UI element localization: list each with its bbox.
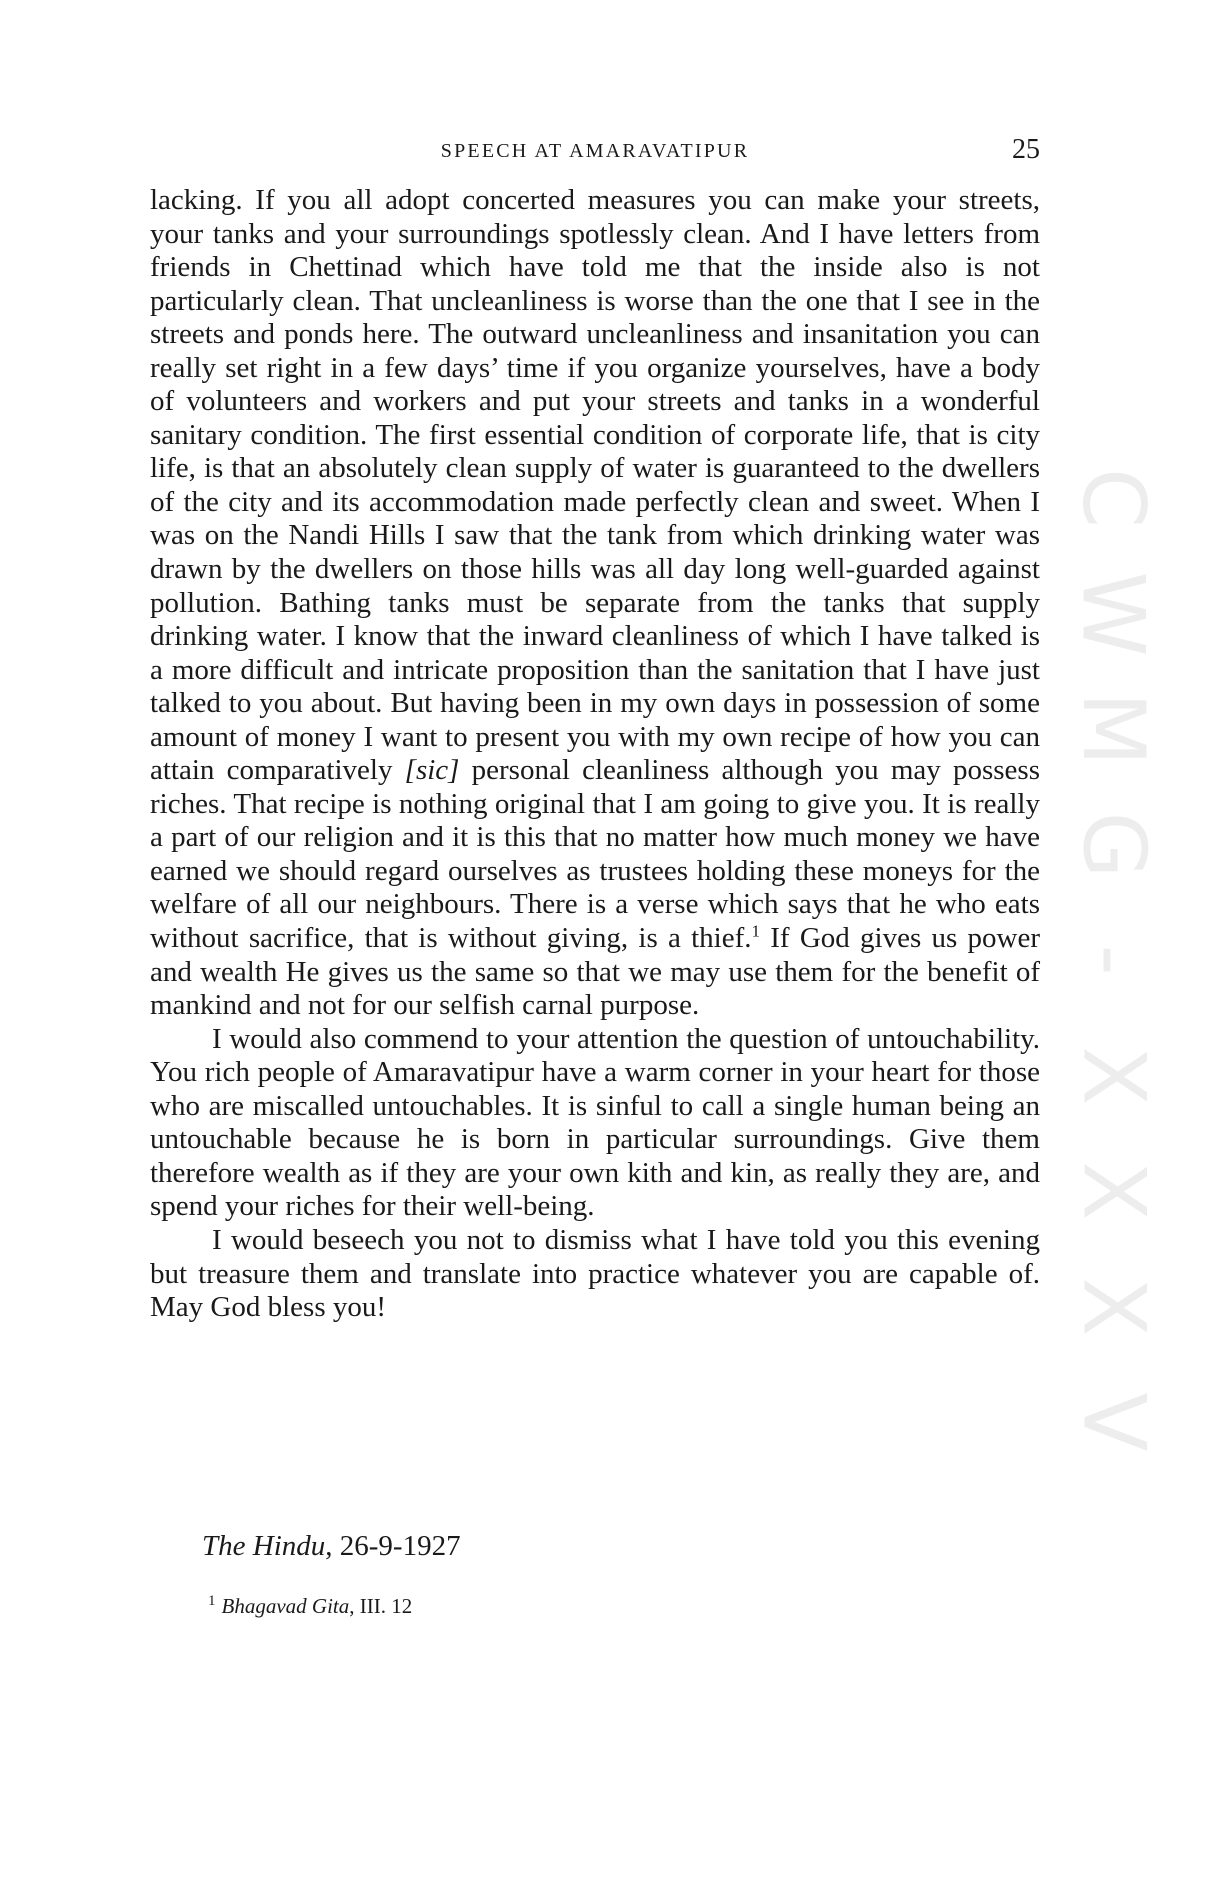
watermark-letter: C (1063, 467, 1163, 529)
running-head (150, 136, 1040, 176)
watermark-letter: X (1062, 1046, 1163, 1105)
running-title: SPEECH AT AMARAVATIPUR (440, 140, 750, 162)
paragraph (150, 184, 1040, 1023)
paragraph: I would also commend to your attention the question of untouchability. You rich people of Amaravatipur have a warm corner in your heart for those who are miscalled untouchables. It is sinful to call a single human being an untouchable because he is born in particular surroundings. Give them therefore wealth as if they are your own kith and kin, as really they are, and spend your riches for their well-being. (150, 1022, 1040, 1223)
paragraph-text: lacking. If you all adopt concerted measures you can make your streets, your tanks and your surroundings spotlessly clean. And I have letters from friends in Chettinad which have told me that the inside also is not particularly clean. That uncleanliness is worse than the one that I see in the streets and ponds here. The outward uncleanliness and insanitation you can really set right in a few days’ time if you organize yourselves, have a body of volunteers and workers and put your streets and tanks in a wonderful sanitary condition. The first essential condition of corporate life, that is city life, is that an absolutely clean supply of water is guaranteed to the dwellers of the city and its accommodation made perfectly clean and sweet. When I was on the Nandi Hills I saw that the tank from which drinking water was drawn by the dwellers on those hills was all day long well-guarded against pollution. Bathing tanks must be separate from the tanks that supply drinking water. I know that the inward cleanliness of which I have talked is a more difficult and intricate proposition than the sanitation that I have just talked to you about. But having been in my own days in possession of some amount of money I want to present you with my own recipe of how you can attain comparatively (150, 184, 1040, 787)
paragraph-text: If God gives us power and wealth He gives us the same so that we may use them for the benefit of mankind and not for our selfish carnal purpose. (150, 922, 1041, 1022)
watermark-letter: M (1062, 691, 1163, 767)
source-date: , 26-9-1927 (325, 1530, 461, 1562)
source-citation (202, 1530, 461, 1563)
paragraph-text: personal cleanliness although you may possess riches. That recipe is nothing original that I am going to give you. It is really a part of our religion and it is this that no matter how much money we have earned we should regard ourselves as trustees holding these moneys for the welfare of all our neighbours. There is a verse which says that he who eats without sacrifice, that is without giving, is a thief. (150, 754, 1040, 955)
watermark-letter: G (1063, 811, 1163, 878)
watermark-letter: - (1062, 944, 1163, 976)
footnote-ref: 1 (751, 921, 760, 941)
source-publication: The Hindu (202, 1530, 326, 1562)
watermark (1058, 455, 1168, 1465)
sic-mark: [sic] (404, 754, 460, 787)
watermark-letter: X (1062, 1277, 1163, 1336)
footnote-ref-text: , III. 12 (349, 1594, 413, 1618)
watermark-letter: W (1062, 570, 1163, 657)
watermark-letter: X (1062, 1161, 1163, 1221)
page-number: 25 (1012, 134, 1040, 165)
paragraph: I would beseech you not to dismiss what I have told you this evening but treasure them and translate into practice whatever you are capable of. May God bless you! (150, 1223, 1040, 1324)
footnote (208, 1594, 412, 1619)
watermark-letter: V (1063, 1392, 1163, 1452)
footnote-work: Bhagavad Gita (221, 1594, 350, 1618)
body-text (150, 184, 1040, 1325)
footnote-mark: 1 (208, 1593, 216, 1609)
